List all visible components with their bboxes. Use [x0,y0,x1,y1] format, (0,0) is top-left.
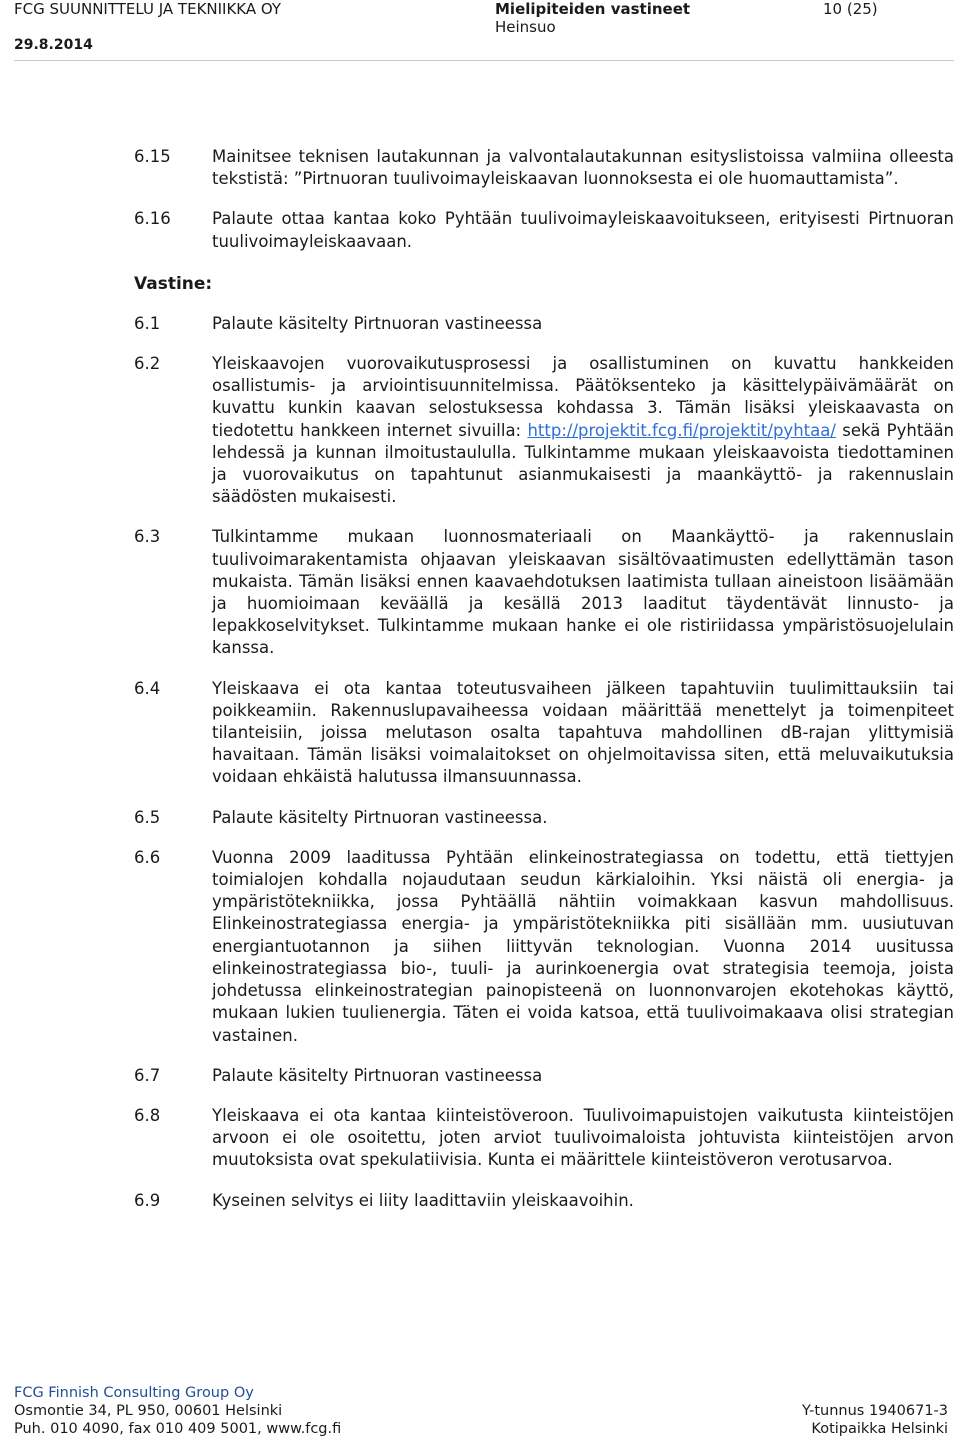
footer-domicile: Kotipaikka Helsinki [811,1421,948,1437]
footer-phone: Puh. 010 4090, fax 010 409 5001, www.fcg.fi [14,1421,342,1437]
item-number: 6.5 [134,807,161,827]
item-text-part: sekä Pyhtään lehdessä ja kunnan ilmoitustaululla. Tulkintamme mukaan yleiskaavoista tiedottaminen ja vuorovaikutus on tapahtunut asianmukaisesti ja maankäyttö- ja rakennuslain säädösten mukaisesti. [212,420,955,507]
footer-address: Osmontie 34, PL 950, 00601 Helsinki [14,1403,283,1419]
vastine-heading: Vastine: [134,273,213,294]
list-item [134,208,954,252]
item-number: 6.6 [134,847,161,867]
item-number: 6.15 [134,147,171,166]
header-divider [14,60,954,61]
header-date: 29.8.2014 [14,37,93,53]
list-item [134,353,954,508]
list-item [134,807,954,829]
list-item [134,1065,954,1087]
list-item [134,847,954,1047]
document-body [134,146,954,1230]
list-item [134,1105,954,1172]
item-number: 6.2 [134,354,161,374]
footer-business-id: Y-tunnus 1940671-3 [801,1403,948,1419]
item-number: 6.16 [134,209,171,229]
list-item [134,313,954,335]
item-text: Kyseinen selvitys ei liity laadittaviin yleiskaavoihin. [212,1190,634,1210]
item-text: Tulkintamme mukaan luonnosmateriaali on Maankäyttö- ja rakennuslain tuulivoimarakentamista ohjaavan yleiskaavan sisältövaatimusten edellyttämän tason mukaista. Tämän lisäksi ennen kaavaehdotuksen laatimista tullaan aineistoon lisäämään ja huomioimaan keväällä ja kesällä 2013 laaditut täydentävät linnusto- ja lepakkoselvitykset. Tulkintamme mukaan hanke ei ole ristiriidassa ympäristösuojelulain kanssa. [212,527,954,658]
item-text: Vuonna 2009 laaditussa Pyhtään elinkeinostrategiassa on todettu, että tiettyjen toimialojen kohdalla nojaudutaan seudun kärkialoihin. Yksi näistä oli energia- ja ympäristötekniikka, jossa Pyhtäällä nähtiin voimakkaan kasvun mahdollisuus. Elinkeinostrategiassa energia- ja ympäristötekniikka piti sisällään mm. uusiutuvan energiantuotannon ja siihen liittyvän teknologian. Vuonna 2014 uusitussa elinkeinostrategiassa bio-, tuuli- ja aurinkoenergia ovat strategisia teemoja, joista johdetussa elinkeinostrategian painopisteenä on luonnonvarojen ekotehokas käyttö, mukaan lukien tuulienergia. Täten ei voida katsoa, että tuulivoimakaava olisi strategian vastainen. [212,847,954,1045]
item-number: 6.1 [134,313,161,333]
item-text: Yleiskaava ei ota kantaa kiinteistöveroon. Tuulivoimapuistojen vaikutusta kiinteistöjen arvoon ei ole osoitettu, joten arviot tuulivoimaloista johtuvista kiinteistöjen arvon muutoksista ovat spekulatiivisia. Kunta ei määrittele kiinteistöveron verotusarvoa. [212,1105,954,1170]
list-item [134,146,954,190]
item-text: Palaute käsitelty Pirtnuoran vastineessa [212,313,543,333]
item-number: 6.4 [134,678,161,698]
item-text: Palaute käsitelty Pirtnuoran vastineessa. [212,807,548,827]
item-number: 6.3 [134,527,161,547]
item-number: 6.8 [134,1105,161,1125]
item-text: Yleiskaava ei ota kantaa toteutusvaiheen jälkeen tapahtuviin tuulimittauksiin tai poikkeamiin. Rakennuslupavaiheessa voidaan määrittää menettelyt ja toimenpiteet tilanteisiin, joissa melutason osalta tapahtuva mahdollinen dB-rajan ylittymisiä havaitaan. Tämän lisäksi voimalaitokset on ohjelmoitavissa siten, että meluvaikutuksia voidaan ehkäistä halutussa ilmansuunnassa. [212,678,954,787]
item-number: 6.9 [134,1190,161,1210]
header-company: FCG SUUNNITTELU JA TEKNIIKKA OY [14,0,282,18]
header-title: Mielipiteiden vastineet [495,0,691,18]
list-item [134,526,954,659]
list-item [134,678,954,789]
list-item [134,1190,954,1212]
project-link[interactable]: http://projektit.fcg.fi/projektit/pyhtaa/ [527,420,836,440]
footer-company: FCG Finnish Consulting Group Oy [14,1385,254,1401]
item-text: Palaute käsitelty Pirtnuoran vastineessa [212,1065,543,1085]
page-header [0,0,960,62]
item-text-part: Yleiskaavojen vuorovaikutusprosessi ja osallistuminen on kuvattu hankkeiden osallistumis- ja arviointisuunnitelmissa. Päätöksenteko ja käsittelypäivämäärät on kuvattu kunkin kaavan selostuksessa kohdassa 3. Tämän lisäksi yleiskaavasta on tiedotettu hankkeen internet sivuilla: [212,354,954,440]
item-number: 6.7 [134,1065,161,1085]
header-place: Heinsuo [495,18,556,36]
item-text: Palaute ottaa kantaa koko Pyhtään tuulivoimayleiskaavoitukseen, erityisesti Pirtnuoran tuulivoimayleiskaavaan. [212,209,954,251]
item-text [212,353,954,508]
page-number: 10 (25) [823,0,878,18]
item-text: Mainitsee teknisen lautakunnan ja valvontalautakunnan esityslistoissa valmiina olleesta tekstistä: ”Pirtnuoran tuulivoimayleiskaavan luonnoksesta ei ole huomauttamista”. [212,147,954,189]
